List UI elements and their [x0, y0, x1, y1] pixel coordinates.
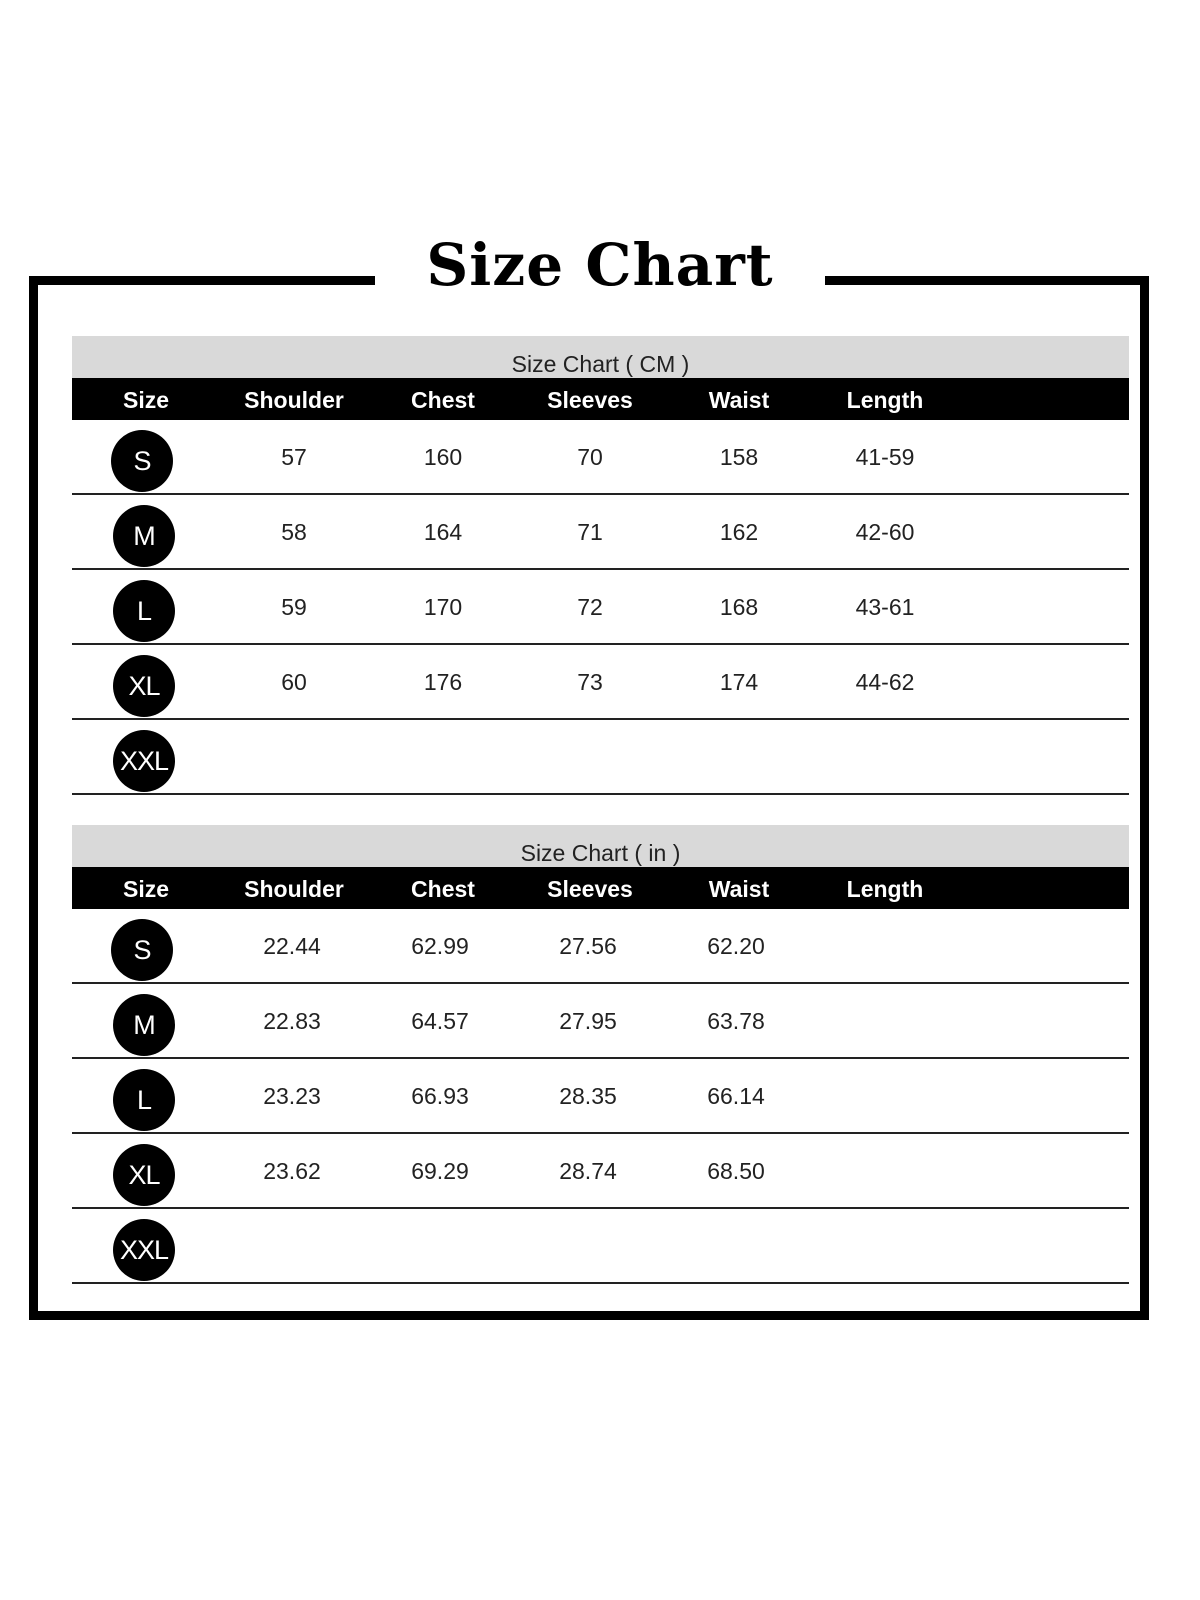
table-caption: Size Chart ( CM ) — [72, 336, 1129, 378]
shoulder-cell: 23.62 — [263, 1158, 321, 1184]
sleeves-cell: 70 — [577, 444, 603, 470]
size-table-cm — [72, 336, 1129, 795]
size-badge: XL — [113, 655, 175, 717]
size-badge: M — [113, 994, 175, 1056]
column-header-waist: Waist — [708, 387, 770, 413]
chest-cell: 176 — [423, 669, 463, 695]
column-header-shoulder: Shoulder — [244, 876, 344, 902]
chest-cell: 62.99 — [411, 933, 469, 959]
shoulder-cell: 23.23 — [263, 1083, 321, 1109]
chest-cell: 64.57 — [411, 1008, 469, 1034]
column-header-sleeves: Sleeves — [547, 387, 633, 413]
column-header-length: Length — [846, 876, 924, 902]
table-caption: Size Chart ( in ) — [72, 825, 1129, 867]
sleeves-cell: 27.95 — [559, 1008, 617, 1034]
column-header-waist: Waist — [708, 876, 770, 902]
length-cell: 43-61 — [855, 594, 915, 620]
size-badge: S — [111, 919, 173, 981]
table-row — [72, 909, 1129, 984]
shoulder-cell: 22.44 — [263, 933, 321, 959]
sleeves-cell: 27.56 — [559, 933, 617, 959]
column-header-chest: Chest — [411, 387, 475, 413]
page-title: Size Chart — [426, 231, 774, 299]
sleeves-cell: 28.74 — [559, 1158, 617, 1184]
table-row — [72, 1059, 1129, 1134]
size-badge: XL — [113, 1144, 175, 1206]
sleeves-cell: 28.35 — [559, 1083, 617, 1109]
shoulder-cell: 60 — [281, 669, 307, 695]
chest-cell: 66.93 — [411, 1083, 469, 1109]
sleeves-cell: 72 — [577, 594, 603, 620]
sleeves-cell: 71 — [577, 519, 603, 545]
size-badge: XXL — [113, 1219, 175, 1281]
table-row — [72, 645, 1129, 720]
size-badge: XXL — [113, 730, 175, 792]
table-row — [72, 984, 1129, 1059]
length-cell: 44-62 — [855, 669, 915, 695]
chest-cell: 160 — [423, 444, 463, 470]
chest-cell: 69.29 — [411, 1158, 469, 1184]
waist-cell: 66.14 — [707, 1083, 765, 1109]
shoulder-cell: 59 — [281, 594, 307, 620]
waist-cell: 158 — [719, 444, 759, 470]
column-header-chest: Chest — [411, 876, 475, 902]
size-badge: S — [111, 430, 173, 492]
table-row — [72, 495, 1129, 570]
column-header-size: Size — [122, 876, 170, 902]
chest-cell: 170 — [423, 594, 463, 620]
size-badge: L — [113, 580, 175, 642]
length-cell: 42-60 — [855, 519, 915, 545]
waist-cell: 162 — [719, 519, 759, 545]
column-header-sleeves: Sleeves — [547, 876, 633, 902]
shoulder-cell: 22.83 — [263, 1008, 321, 1034]
table-row — [72, 1134, 1129, 1209]
shoulder-cell: 58 — [281, 519, 307, 545]
size-table-in — [72, 825, 1129, 1284]
shoulder-cell: 57 — [281, 444, 307, 470]
column-header-size: Size — [122, 387, 170, 413]
waist-cell: 174 — [719, 669, 759, 695]
column-header-shoulder: Shoulder — [244, 387, 344, 413]
sleeves-cell: 73 — [577, 669, 603, 695]
table-row — [72, 720, 1129, 795]
column-header-length: Length — [846, 387, 924, 413]
waist-cell: 168 — [719, 594, 759, 620]
table-row — [72, 420, 1129, 495]
table-row — [72, 1209, 1129, 1284]
size-badge: L — [113, 1069, 175, 1131]
table-header — [72, 378, 1129, 420]
waist-cell: 62.20 — [707, 933, 765, 959]
chest-cell: 164 — [423, 519, 463, 545]
table-header — [72, 867, 1129, 909]
waist-cell: 68.50 — [707, 1158, 765, 1184]
size-badge: M — [113, 505, 175, 567]
waist-cell: 63.78 — [707, 1008, 765, 1034]
table-row — [72, 570, 1129, 645]
length-cell: 41-59 — [855, 444, 915, 470]
